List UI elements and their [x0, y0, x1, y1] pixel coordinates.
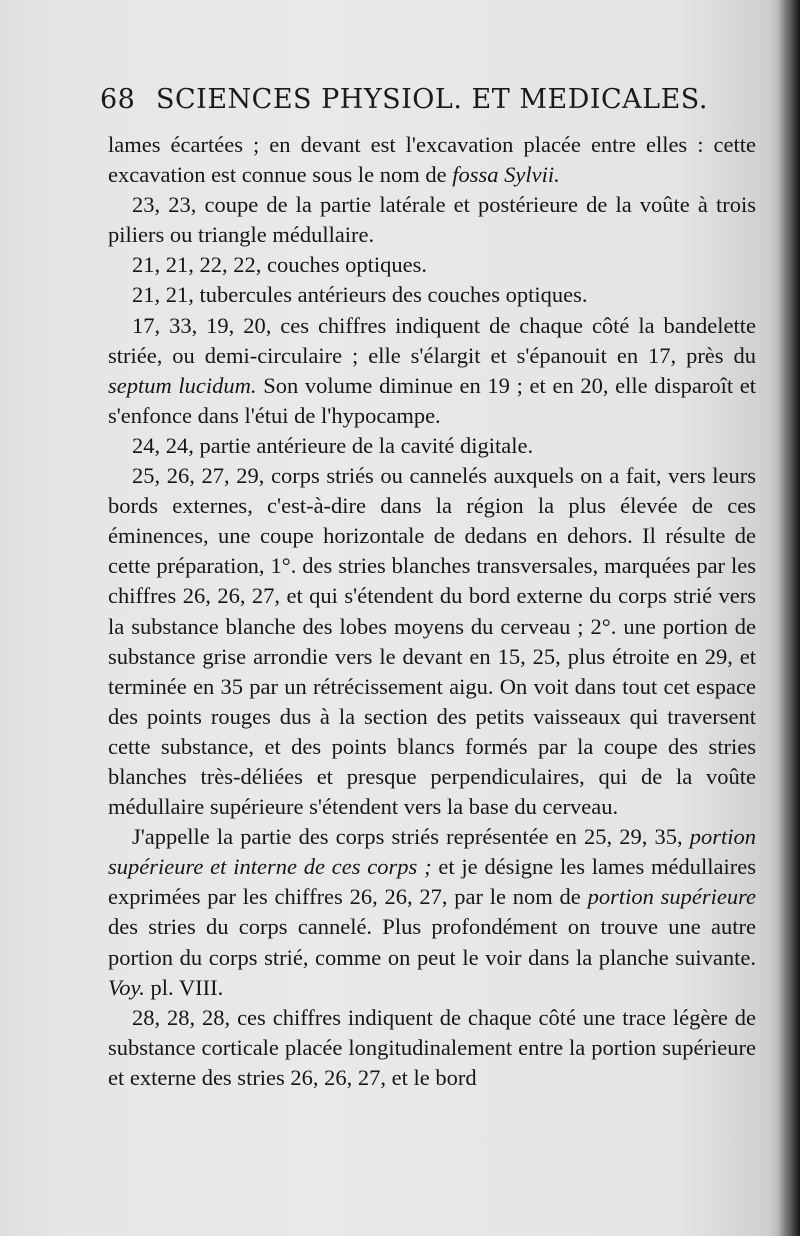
page-gutter-shadow: [778, 0, 800, 1236]
page-body: [108, 130, 756, 1093]
text-run: 25, 26, 27, 29, corps striés ou cannelés auxquels on a fait, vers leurs bords externes, c'est-à-dire dans la région la plus élevée de ces éminences, une coupe horizontale de dedans en dehors. Il résulte de cette préparation, 1°. des stries blanches transversales, marquées par les chiffres 26, 26, 27, et qui s'étendent du bord externe du corps strié vers la substance blanche des lobes moyens du cerveau ; 2°. une portion de substance grise arrondie vers le devant en 15, 25, plus étroite en 29, et terminée en 35 par un rétrécissement aigu. On voit dans tout cet espace des points rouges dus à la section des petits vaisseaux qui traversent cette substance, et des points blancs formés par la coupe des stries blanches très-déliées et presque perpendiculaires, qui de la voûte médullaire supérieure s'étendent vers la base du cerveau.: [108, 463, 756, 820]
text-run: 17, 33, 19, 20, ces chiffres indiquent de chaque côté la bandelette striée, ou demi-circulaire ; elle s'élargit et s'épanouit en 17, près du: [108, 312, 756, 368]
paragraph: [108, 822, 756, 1003]
text-run: et je désigne les lames médullaires exprimées par les chiffres 26, 26, 27, par le nom de: [108, 854, 756, 910]
paragraph: [108, 280, 756, 310]
paragraph: [108, 250, 756, 280]
italic-text: portion supérieure: [587, 884, 756, 910]
text-run: pl. VIII.: [144, 974, 224, 1000]
page-number: 68: [100, 84, 136, 115]
paragraph: [108, 461, 756, 822]
text-run: 24, 24, partie antérieure de la cavité digitale.: [132, 432, 534, 458]
paragraph: [108, 311, 756, 431]
italic-text: septum lucidum.: [108, 372, 257, 398]
paragraph: [108, 190, 756, 250]
text-run: Son volume diminue en 19 ; et en 20, elle disparoît et s'enfonce dans l'étui de l'hypocampe.: [108, 372, 756, 428]
text-run: 21, 21, tubercules antérieurs des couches optiques.: [132, 282, 588, 308]
paragraph: [108, 431, 756, 461]
running-header: [100, 84, 710, 115]
italic-text: Voy.: [108, 974, 145, 1000]
text-run: lames écartées ; en devant est l'excavation placée entre elles : cette excavation est connue sous le nom de: [108, 132, 756, 188]
paragraph: [108, 1003, 756, 1093]
italic-text: portion supérieure et interne de ces corps ;: [108, 824, 756, 880]
text-run: des stries du corps cannelé. Plus profondément on trouve une autre portion du corps strié, comme on peut le voir dans la planche suivante.: [108, 914, 756, 970]
text-run: 28, 28, 28, ces chiffres indiquent de chaque côté une trace légère de substance corticale placée longitudinalement entre la portion supérieure et externe des stries 26, 26, 27, et le bord: [108, 1004, 756, 1090]
italic-text: fossa Sylvii.: [452, 162, 560, 188]
text-run: J'appelle la partie des corps striés représentée en 25, 29, 35,: [132, 824, 690, 850]
paragraph: [108, 130, 756, 190]
text-run: 23, 23, coupe de la partie latérale et postérieure de la voûte à trois piliers ou triangle médullaire.: [108, 192, 756, 248]
running-title: SCIENCES PHYSIOL. ET MEDICALES.: [156, 84, 708, 115]
text-run: 21, 21, 22, 22, couches optiques.: [132, 252, 427, 278]
